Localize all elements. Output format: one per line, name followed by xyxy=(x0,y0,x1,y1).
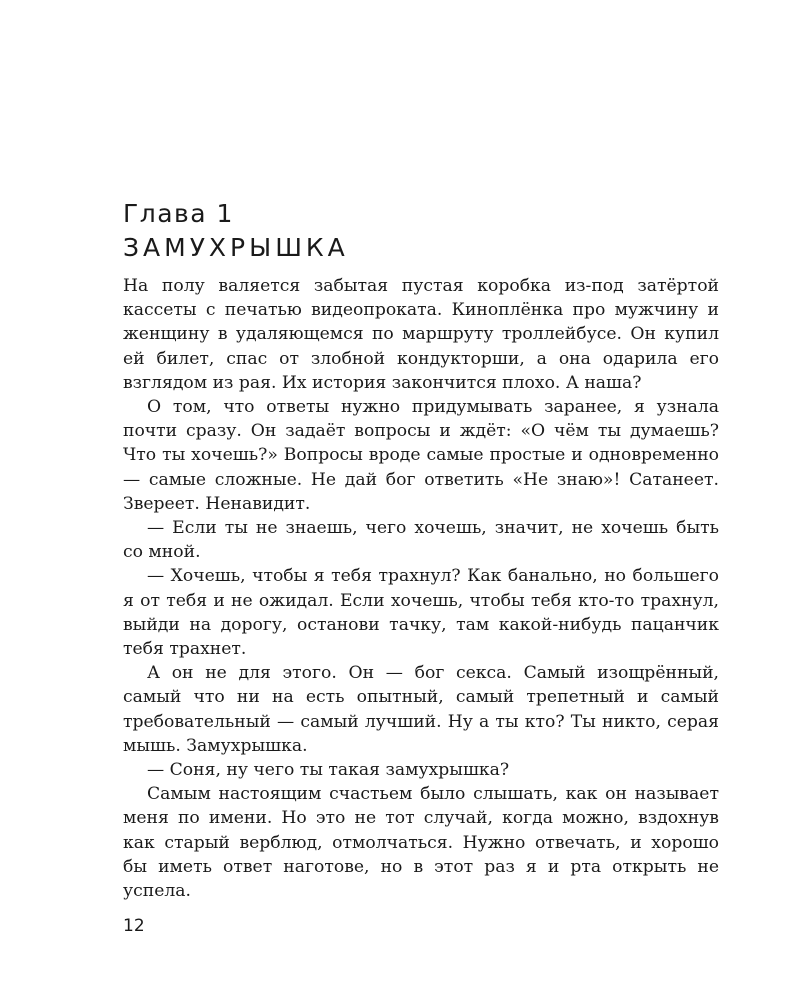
paragraph-5: А он не для этого. Он — бог секса. Самый изощрённый, самый что ни на есть опытный, самый трепетный и самый требовательный — самый лучший. Ну а ты кто? Ты никто, серая мышь. Замухрышка. xyxy=(123,663,719,756)
paragraph-3: — Если ты не знаешь, чего хочешь, значит, не хочешь быть со мной. xyxy=(123,518,719,563)
paragraph-2: О том, что ответы нужно придумывать заранее, я узнала почти сразу. Он задаёт вопросы и ждёт: «О чём ты думаешь? Что ты хочешь?» Вопросы вроде самые простые и одновременно — самые сложные. Не дай бог ответить «Не знаю»! Сатанеет. Звереет. Ненавидит. xyxy=(123,397,719,514)
paragraph-6: — Соня, ну чего ты такая замухрышка? xyxy=(147,760,510,781)
chapter-number: Глава 1 xyxy=(123,199,234,228)
paragraph-4: — Хочешь, чтобы я тебя трахнул? Как банально, но большего я от тебя и не ожидал. Если хочешь, чтобы тебя кто-то трахнул, выйди на дорогу, останови тачку, там какой-нибудь пацанчик тебя трахнет. xyxy=(123,566,719,660)
paragraph-7: Самым настоящим счастьем было слышать, как он называет меня по имени. Но это не тот случай, когда можно, вздохнув как старый верблюд, отмолчаться. Нужно отвечать, и хорошо бы иметь ответ наготове, но в этот раз я и рта открыть не успела. xyxy=(123,784,719,902)
chapter-body xyxy=(123,274,719,903)
page-number: 12 xyxy=(123,916,145,936)
chapter-title: ЗАМУХРЫШКА xyxy=(123,233,349,262)
paragraph-1: На полу валяется забытая пустая коробка из-под затёртой кассеты с печатью видеопроката. Киноплёнка про мужчину и женщину в удаляющемся по маршруту троллейбусе. Он купил ей билет, спас от злобной кондукторши, а она одарила его взглядом из рая. Их история закончится плохо. А наша? xyxy=(123,276,719,393)
chapter-heading xyxy=(123,197,723,265)
